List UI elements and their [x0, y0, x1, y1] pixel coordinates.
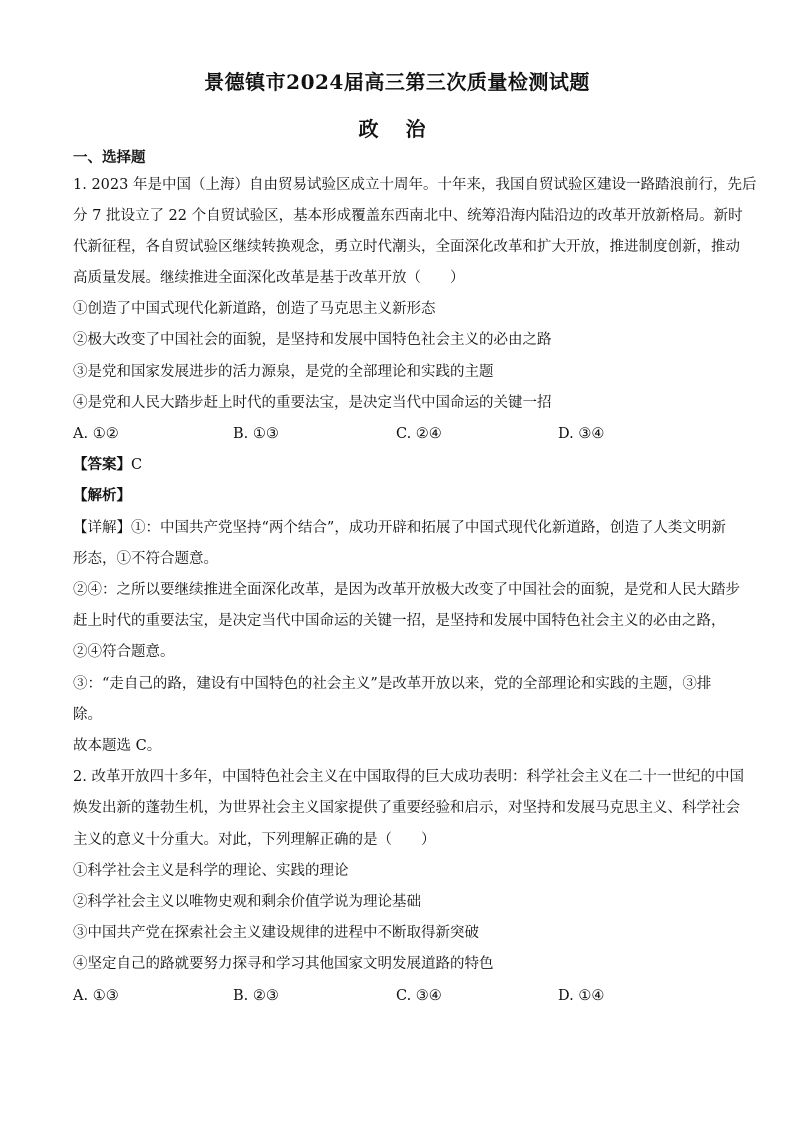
q1-line-4: 高质量发展。继续推进全面深化改革是基于改革开放（ ）	[73, 270, 465, 286]
detail-tag: 【详解】	[73, 520, 131, 536]
detail-line-1	[73, 518, 726, 538]
q2-option-c: C. ③④	[396, 988, 442, 1004]
detail-line-5: ②④符合题意。	[73, 644, 175, 660]
q1-line-1: 1. 2023 年是中国（上海）自由贸易试验区成立十周年。十年来，我国自贸试验区建设一路踏浪前行，先后	[73, 177, 757, 193]
detail-line-4: 赶上时代的重要法宝，是决定当代中国命运的关键一招，是坚持和发展中国特色社会主义的必由之路，	[73, 613, 726, 629]
q1-line-2: 分 7 批设立了 22 个自贸试验区，基本形成覆盖东西南北中、统筹沿海内陆沿边的改革开放新格局。新时	[73, 208, 743, 224]
q1-statement-2: ②极大改变了中国社会的面貌，是坚持和发展中国特色社会主义的必由之路	[73, 332, 552, 348]
detail-line-6: ③：“走自己的路，建设有中国特色的社会主义”是改革开放以来，党的全部理论和实践的主题，③排	[73, 676, 712, 692]
q2-statement-2: ②科学社会主义以唯物史观和剩余价值学说为理论基础	[73, 894, 421, 910]
q2-statement-1: ①科学社会主义是科学的理论、实践的理论	[73, 863, 349, 879]
q1-answer	[73, 455, 142, 475]
q2-line-3: 主义的意义十分重大。对此，下列理解正确的是（ ）	[73, 832, 436, 848]
detail-line-8: 故本题选 C。	[73, 738, 162, 754]
answer-value: C	[131, 457, 143, 473]
analysis-tag: 【解析】	[73, 487, 131, 504]
q2-statement-3: ③中国共产党在探索社会主义建设规律的进程中不断取得新突破	[73, 925, 479, 941]
q2-option-a: A. ①③	[73, 988, 119, 1004]
answer-tag: 【答案】	[73, 456, 131, 473]
q1-statement-3: ③是党和国家发展进步的活力源泉，是党的全部理论和实践的主题	[73, 364, 494, 380]
q1-line-3: 代新征程，各自贸试验区继续转换观念，勇立时代潮头，全面深化改革和扩大开放，推进制度创新，推动	[73, 239, 740, 255]
q1-option-c: C. ②④	[396, 426, 442, 442]
section-heading: 一、选择题	[73, 149, 146, 166]
q1-option-d: D. ③④	[558, 426, 605, 442]
q1-statement-4: ④是党和人民大踏步赶上时代的重要法宝，是决定当代中国命运的关键一招	[73, 395, 552, 411]
q1-option-a: A. ①②	[73, 426, 119, 442]
q2-option-d: D. ①④	[558, 988, 605, 1004]
detail-line-3: ②④：之所以要继续推进全面深化改革，是因为改革开放极大改变了中国社会的面貌，是党和人民大踏步	[73, 582, 740, 598]
q2-line-2: 焕发出新的蓬勃生机，为世界社会主义国家提供了重要经验和启示，对坚持和发展马克思主义、科学社会	[73, 800, 740, 816]
page-title: 景德镇市2024届高三第三次质量检测试题	[204, 70, 590, 94]
q2-line-1: 2. 改革开放四十多年，中国特色社会主义在中国取得的巨大成功表明：科学社会主义在二十一世纪的中国	[73, 769, 744, 785]
subject-title: 政 治	[358, 117, 436, 141]
detail-line-7: 除。	[73, 707, 102, 723]
q1-statement-1: ①创造了中国式现代化新道路，创造了马克思主义新形态	[73, 301, 436, 317]
q2-statement-4: ④坚定自己的路就要努力探寻和学习其他国家文明发展道路的特色	[73, 956, 494, 972]
detail-line-2: 形态，①不符合题意。	[73, 551, 218, 567]
detail-text-1: ①：中国共产党坚持“两个结合”，成功开辟和拓展了中国式现代化新道路，创造了人类文明新	[131, 520, 726, 536]
q1-option-b: B. ①③	[233, 426, 279, 442]
q2-option-b: B. ②③	[233, 988, 279, 1004]
